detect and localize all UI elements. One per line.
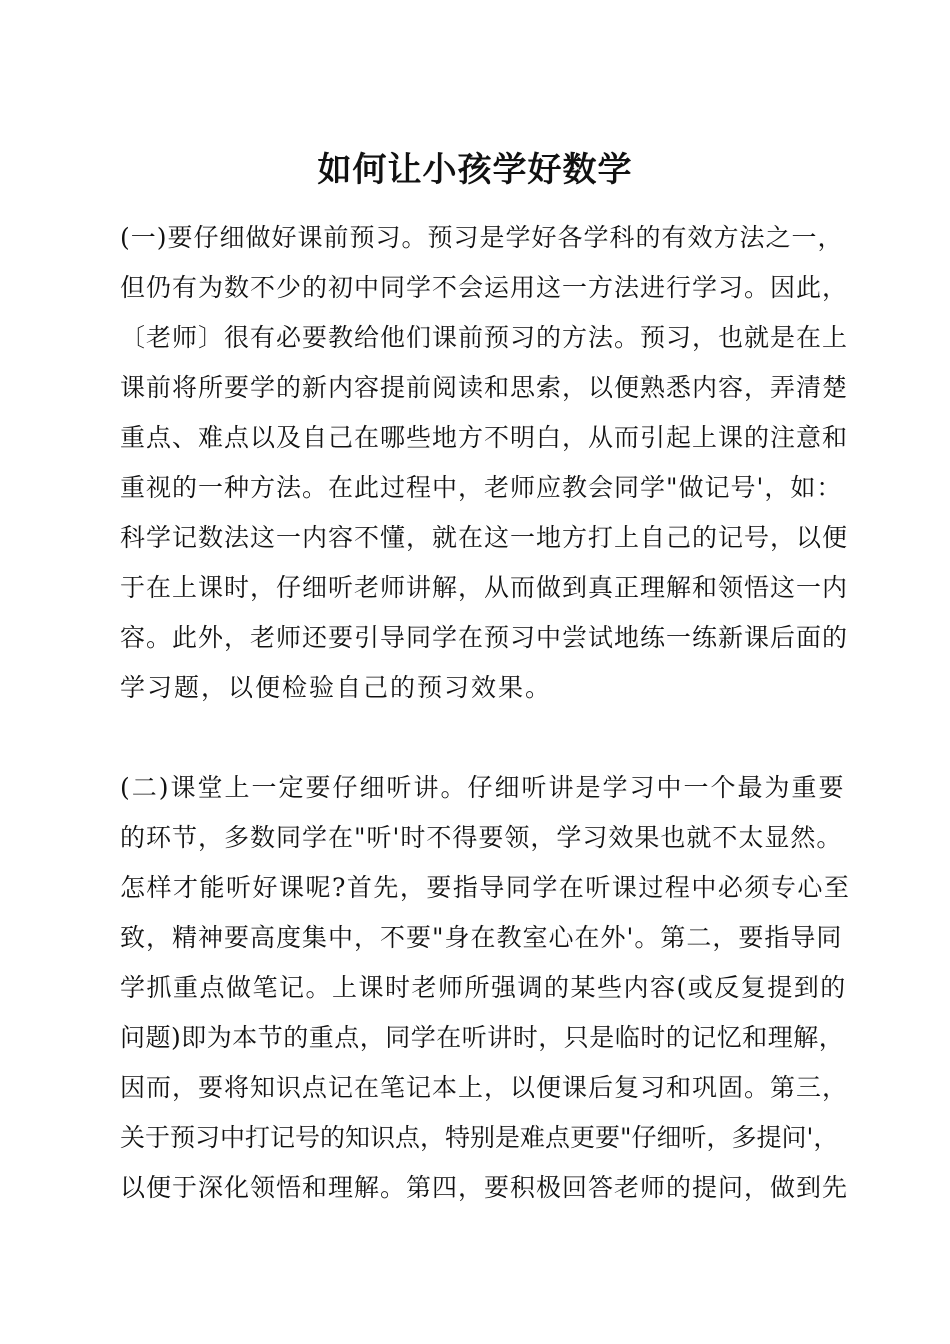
paragraph-line: 课前将所要学的新内容提前阅读和思索，以便熟悉内容，弄清楚 xyxy=(120,373,849,402)
paragraph-line: 〔老师〕很有必要教给他们课前预习的方法。预习，也就是在上 xyxy=(120,323,849,352)
paragraph-line: 重视的一种方法。在此过程中，老师应教会同学"做记号'，如： xyxy=(120,473,843,502)
paragraph-line: 容。此外，老师还要引导同学在预习中尝试地练一练新课后面的 xyxy=(120,623,849,652)
paragraph-line: 于在上课时，仔细听老师讲解，从而做到真正理解和领悟这一内 xyxy=(120,573,849,602)
paragraph-line: 因而，要将知识点记在笔记本上，以便课后复习和巩固。第三， xyxy=(120,1073,849,1102)
paragraph-line: 但仍有为数不少的初中同学不会运用这一方法进行学习。因此， xyxy=(120,273,849,302)
paragraph-line: 学抓重点做笔记。上课时老师所强调的某些内容(或反复提到的 xyxy=(120,973,847,1002)
paragraph-line: 的环节，多数同学在"听'时不得要领，学习效果也就不太显然。 xyxy=(120,823,843,852)
paragraph-line: 问题)即为本节的重点，同学在听讲时，只是临时的记忆和理解， xyxy=(120,1023,845,1052)
paragraph-line: 致，精神要高度集中，不要"身在教室心在外'。第二，要指导同 xyxy=(120,923,843,952)
paragraph-line: 怎样才能听好课呢?首先，要指导同学在听课过程中必须专心至 xyxy=(120,873,851,902)
paragraph-2 xyxy=(120,763,851,1213)
paragraph-line: 重点、难点以及自己在哪些地方不明白，从而引起上课的注意和 xyxy=(120,423,849,452)
paragraph-1 xyxy=(120,213,849,713)
paragraph-line: 学习题，以便检验自己的预习效果。 xyxy=(120,673,553,702)
paragraph-line: 以便于深化领悟和理解。第四，要积极回答老师的提问，做到先 xyxy=(120,1173,849,1202)
paragraph-line: 科学记数法这一内容不懂，就在这一地方打上自己的记号，以便 xyxy=(120,523,849,552)
document-title: 如何让小孩学好数学 xyxy=(317,150,633,190)
paragraph-line: 关于预习中打记号的知识点，特别是难点更要"仔细听，多提问'， xyxy=(120,1123,839,1152)
paragraph-line: (二)课堂上一定要仔细听讲。仔细听讲是学习中一个最为重要 xyxy=(120,773,846,802)
paragraph-line: (一)要仔细做好课前预习。预习是学好各学科的有效方法之一， xyxy=(120,223,844,252)
